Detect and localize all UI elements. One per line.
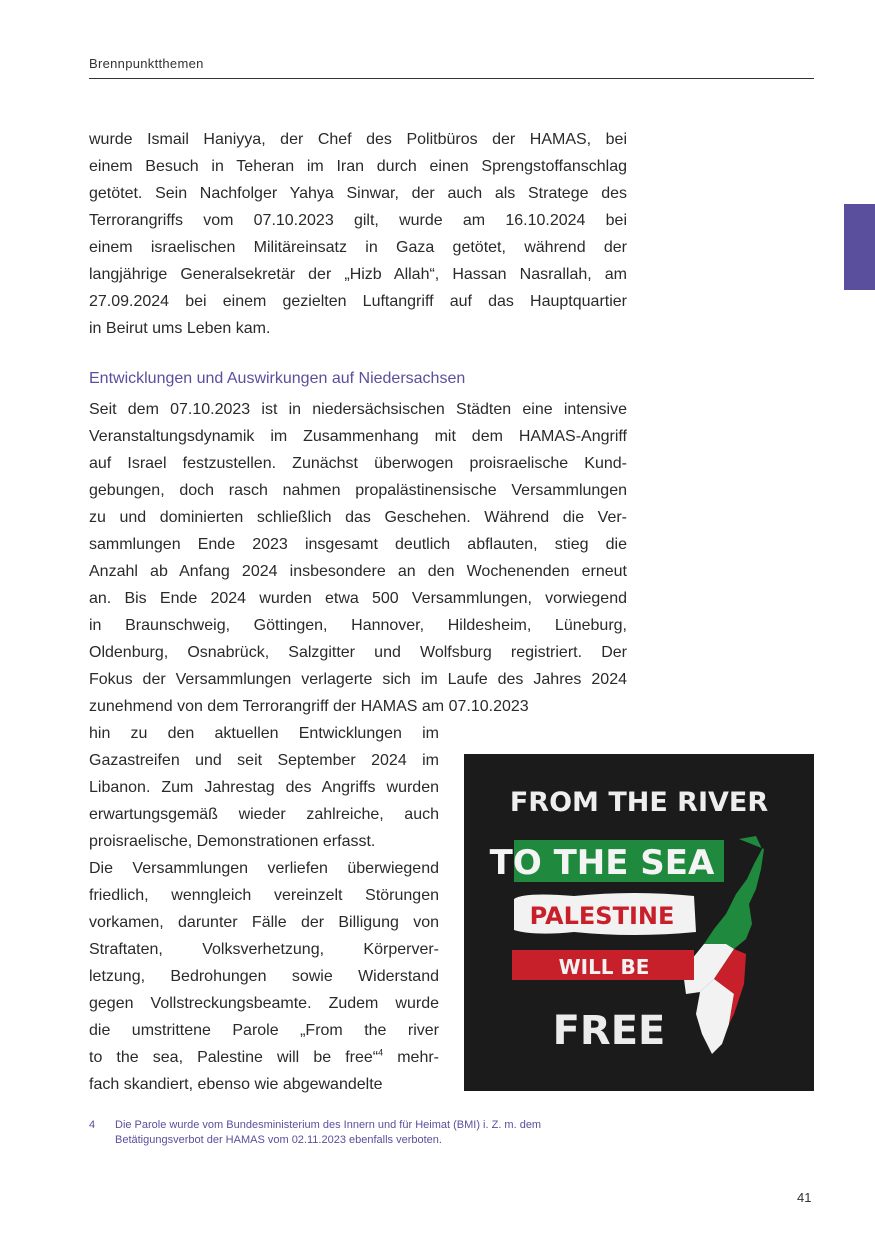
- body-narrow-b-line: letzung, Bedrohungen sowie Widerstand: [89, 968, 439, 985]
- body-paragraph-narrow-b: [89, 855, 439, 1098]
- body-paragraph-narrow-a: [89, 720, 439, 855]
- body-wide-line: zunehmend von dem Terrorangriff der HAMAS am 07.10.2023: [89, 698, 529, 715]
- body-narrow-a-line: erwartungsgemäß wieder zahlreiche, auch: [89, 806, 439, 823]
- body-wide-line: an. Bis Ende 2024 wurden etwa 500 Versammlungen, vorwiegend: [89, 590, 627, 607]
- poster-line-1: FROM THE RIVER: [509, 787, 769, 818]
- poster-line-2: TO THE SEA: [489, 843, 715, 883]
- section-heading: Entwicklungen und Auswirkungen auf Niedersachsen: [89, 370, 466, 387]
- poster-line-5: FREE: [552, 1008, 666, 1054]
- body-narrow-b-line: Straftaten, Volksverhetzung, Körperver-: [89, 941, 439, 958]
- body-narrow-b-line: vorkamen, darunter Fälle der Billigung von: [89, 914, 439, 931]
- footnote-number: 4: [89, 1119, 96, 1131]
- body-narrow-a-line: Gazastreifen und seit September 2024 im: [89, 752, 439, 769]
- body-wide-line: Oldenburg, Osnabrück, Salzgitter und Wolfsburg registriert. Der: [89, 644, 627, 661]
- chapter-tab-marker: [844, 204, 875, 290]
- body-wide-line: sammlungen Ende 2023 insgesamt deutlich abflauten, stieg die: [89, 536, 627, 553]
- running-header: Brennpunktthemen: [89, 56, 204, 71]
- intro-line: wurde Ismail Haniyya, der Chef des Politbüros der HAMAS, bei: [89, 131, 627, 148]
- page-number: 41: [797, 1190, 812, 1205]
- intro-line: 27.09.2024 bei einem gezielten Luftangriff auf das Hauptquartier: [89, 293, 627, 310]
- body-narrow-a-line: hin zu den aktuellen Entwicklungen im: [89, 725, 439, 742]
- body-wide-line: auf Israel festzustellen. Zunächst überwogen proisraelische Kund-: [89, 455, 627, 472]
- footnote-text: Die Parole wurde vom Bundesministerium des Innern und für Heimat (BMI) i. Z. m. dem Betätigungsverbot der HAMAS vom 02.11.2023 ebenfalls verboten.: [115, 1119, 542, 1146]
- slogan-poster-image: [464, 754, 814, 1091]
- body-wide-line: in Braunschweig, Göttingen, Hannover, Hildesheim, Lüneburg,: [89, 617, 627, 634]
- intro-line: einem israelischen Militäreinsatz in Gaza getötet, während der: [89, 239, 627, 256]
- intro-paragraph: [89, 126, 627, 342]
- header-divider: [89, 78, 814, 79]
- body-wide-line: Seit dem 07.10.2023 ist in niedersächsischen Städten eine intensive: [89, 401, 627, 418]
- body-wide-line: zu und dominierten schließlich das Geschehen. Während die Ver-: [89, 509, 627, 526]
- poster-line-4: WILL BE: [558, 955, 650, 979]
- intro-line: langjährige Generalsekretär der „Hizb Allah“, Hassan Nasrallah, am: [89, 266, 627, 283]
- body-narrow-b-line: die umstrittene Parole „From the river: [89, 1022, 439, 1039]
- intro-line: getötet. Sein Nachfolger Yahya Sinwar, der auch als Stratege des: [89, 185, 627, 202]
- body-wide-line: Veranstaltungsdynamik im Zusammenhang mit dem HAMAS-Angriff: [89, 428, 627, 445]
- footnote-reference[interactable]: 4: [378, 1047, 384, 1058]
- body-narrow-a-line: Libanon. Zum Jahrestag des Angriffs wurden: [89, 779, 439, 796]
- body-narrow-b-line: Die Versammlungen verliefen überwiegend: [89, 860, 439, 877]
- intro-line: einem Besuch in Teheran im Iran durch einen Sprengstoffanschlag: [89, 158, 627, 175]
- intro-line: Terrorangriffs vom 07.10.2023 gilt, wurde am 16.10.2024 bei: [89, 212, 627, 229]
- intro-line: in Beirut ums Leben kam.: [89, 320, 271, 337]
- body-wide-line: Anzahl ab Anfang 2024 insbesondere an den Wochenenden erneut: [89, 563, 627, 580]
- body-wide-line: Fokus der Versammlungen verlagerte sich im Laufe des Jahres 2024: [89, 671, 627, 688]
- poster-line-3: PALESTINE: [529, 902, 675, 930]
- body-narrow-b-line: gegen Vollstreckungsbeamte. Zudem wurde: [89, 995, 439, 1012]
- body-narrow-b-line: to the sea, Palestine will be free“$^4$ mehr-: [89, 1047, 439, 1066]
- body-wide-line: gebungen, doch rasch nahmen propalästinensische Versammlungen: [89, 482, 627, 499]
- body-narrow-a-line: proisraelische, Demonstrationen erfasst.: [89, 833, 376, 850]
- body-narrow-b-line: friedlich, wenngleich vereinzelt Störungen: [89, 887, 439, 904]
- body-narrow-b-line: fach skandiert, ebenso wie abgewandelte: [89, 1076, 383, 1093]
- body-paragraph-wide: [89, 396, 627, 720]
- hyphen-continuation: mehr-: [383, 1049, 439, 1066]
